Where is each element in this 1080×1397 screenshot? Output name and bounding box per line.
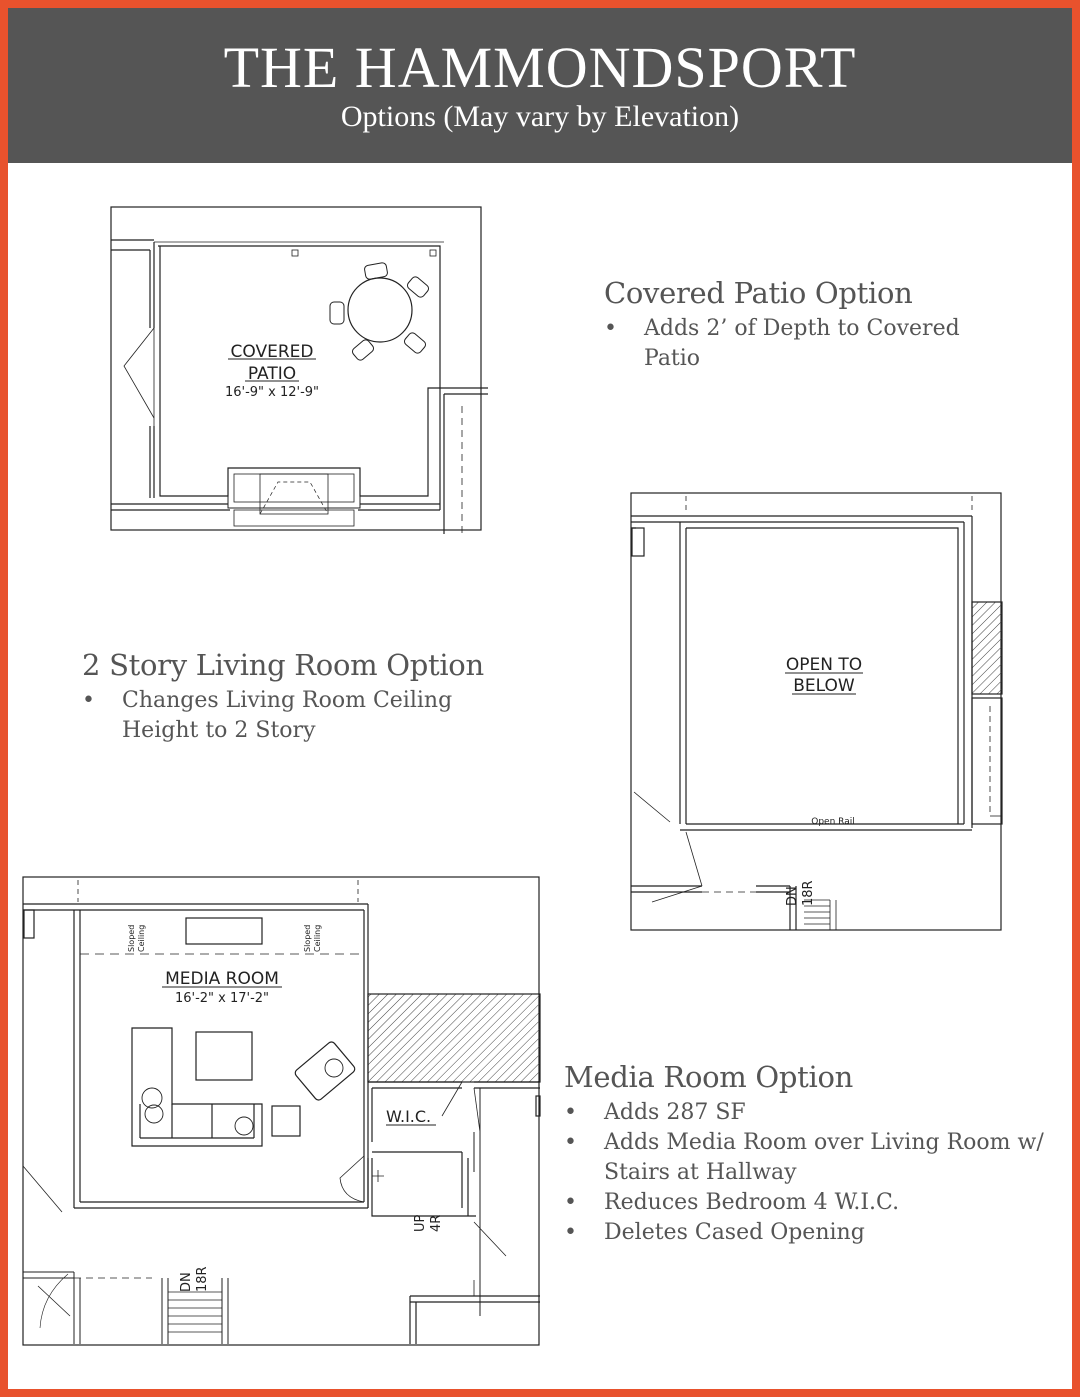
sloped-ceiling-right-2: Ceiling xyxy=(313,924,322,952)
media-room-option xyxy=(564,1060,1064,1248)
two-story-bullet-text-cont: Height to 2 Story xyxy=(122,718,316,743)
covered-patio-option xyxy=(604,276,1024,374)
header-banner xyxy=(8,8,1072,163)
covered-patio-plan xyxy=(110,206,488,534)
media-room-bullet-text-cont: Stairs at Hallway xyxy=(604,1160,797,1185)
patio-dimensions: 16'-9" x 12'-9" xyxy=(224,385,320,400)
media-room-bullet xyxy=(564,1128,1064,1158)
stair-down-risers: 18R xyxy=(801,880,816,906)
patio-room-name-line2: PATIO xyxy=(247,364,297,384)
media-room-bullet-text: Adds Media Room over Living Room w/ xyxy=(604,1130,1044,1155)
stair-down-label: DN xyxy=(179,1272,194,1292)
media-room-bullet-text: Reduces Bedroom 4 W.I.C. xyxy=(604,1190,900,1215)
patio-room-name-line1: COVERED xyxy=(230,342,314,362)
media-room-bullet xyxy=(564,1218,1064,1248)
page-title: THE HAMMONDSPORT xyxy=(223,35,857,100)
media-room-bullet xyxy=(564,1188,1064,1218)
covered-patio-bullet-text: Adds 2’ of Depth to Covered xyxy=(644,316,960,341)
two-story-bullet-cont xyxy=(82,716,542,746)
media-room-bullet-text: Deletes Cased Opening xyxy=(604,1220,865,1245)
page-subtitle: Options (May vary by Elevation) xyxy=(340,100,740,133)
two-story-bullet-text: Changes Living Room Ceiling xyxy=(122,688,453,713)
bullet-marker: • xyxy=(564,1100,577,1125)
covered-patio-bullet-text-cont: Patio xyxy=(644,346,701,371)
media-room-bullet xyxy=(564,1098,1064,1128)
media-room-name: MEDIA ROOM xyxy=(165,969,279,989)
two-story-bullet xyxy=(82,686,542,716)
media-room-option-title: Media Room Option xyxy=(564,1060,853,1094)
two-story-option xyxy=(82,648,542,746)
sloped-ceiling-left-2: Ceiling xyxy=(137,924,146,952)
covered-patio-option-title: Covered Patio Option xyxy=(604,276,913,310)
stair-up-label: UP xyxy=(413,1214,428,1232)
bullet-marker: • xyxy=(564,1190,577,1215)
bullet-marker: • xyxy=(604,316,617,341)
stair-up-risers: 4R xyxy=(429,1214,444,1232)
open-to-below-plan xyxy=(630,492,1004,932)
bullet-marker: • xyxy=(564,1130,577,1155)
open-rail-label: Open Rail xyxy=(811,817,855,827)
covered-patio-bullet-cont xyxy=(604,344,1024,374)
sloped-ceiling-right-1: Sloped xyxy=(303,924,312,952)
two-story-option-title: 2 Story Living Room Option xyxy=(82,648,484,682)
bullet-marker: • xyxy=(82,688,95,713)
open-to-below-line1: OPEN TO xyxy=(785,655,863,675)
media-room-bullet-text: Adds 287 SF xyxy=(604,1100,746,1125)
wic-label: W.I.C. xyxy=(386,1107,432,1126)
stair-down-label: DN xyxy=(785,886,800,906)
open-to-below-line2: BELOW xyxy=(793,676,855,696)
stair-down-risers: 18R xyxy=(195,1266,210,1292)
covered-patio-bullet xyxy=(604,314,1024,344)
media-room-plan xyxy=(22,876,542,1348)
media-room-bullet-cont xyxy=(564,1158,1064,1188)
bullet-marker: • xyxy=(564,1220,577,1245)
media-room-dimensions: 16'-2" x 17'-2" xyxy=(174,991,270,1006)
sloped-ceiling-left-1: Sloped xyxy=(127,924,136,952)
